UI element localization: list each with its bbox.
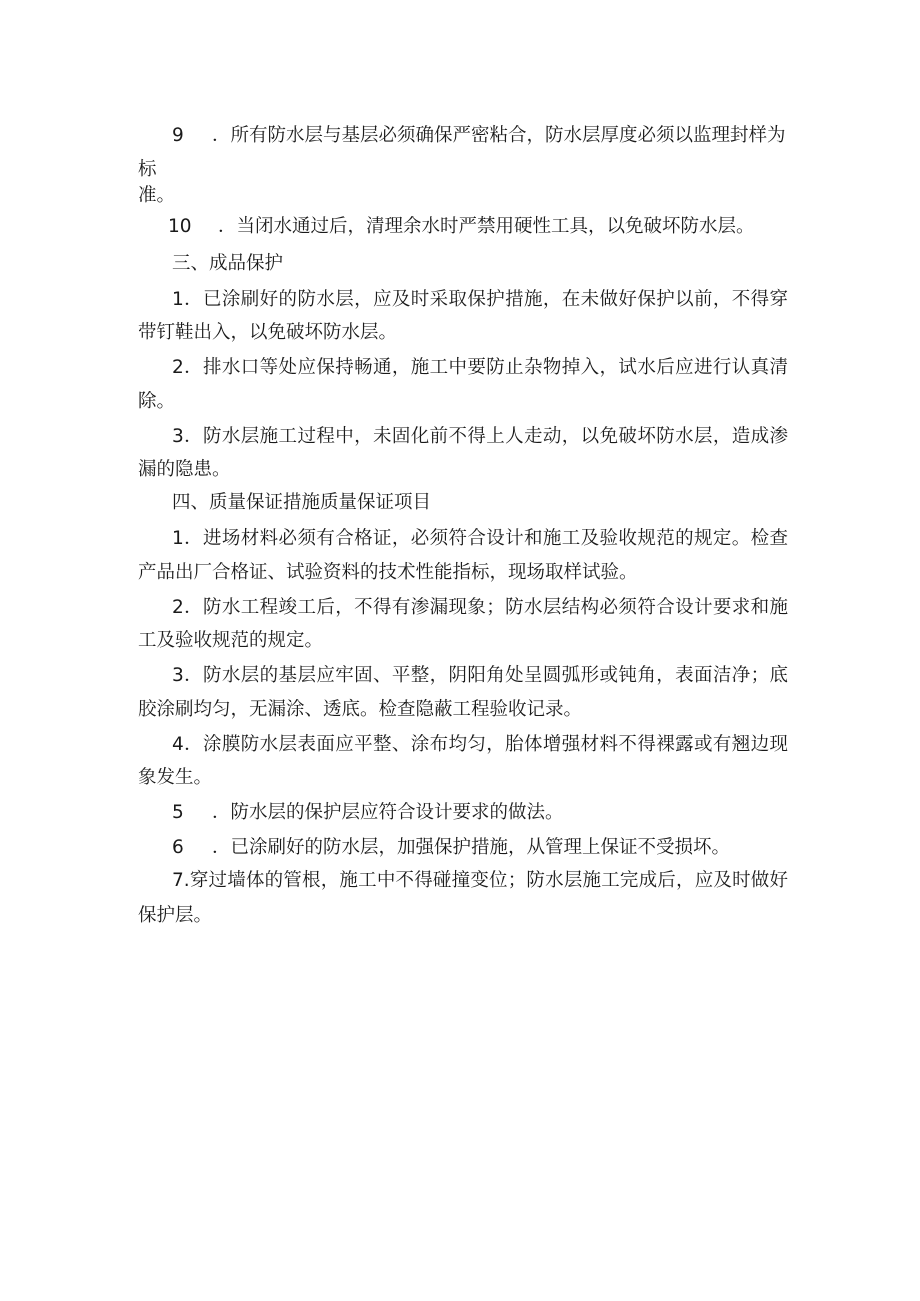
quality-item-6: [172, 835, 788, 861]
protection-item-2-line-1: 2．排水口等处应保持畅通，施工中要防止杂物掉入，试水后应进行认真清: [172, 357, 788, 378]
item-number: 5: [172, 802, 184, 823]
quality-item-1-line-1: 1．进场材料必须有合格证，必须符合设计和施工及验收规范的规定。检查: [172, 528, 788, 549]
item-text: ．防水层的保护层应符合设计要求的做法。: [212, 802, 564, 823]
protection-item-1-line-1: 1．已涂刷好的防水层，应及时采取保护措施，在未做好保护以前，不得穿: [172, 289, 788, 310]
quality-item-4-line-1: 4．涂膜防水层表面应平整、涂布均匀，胎体增强材料不得裸露或有翘边现: [172, 734, 788, 755]
quality-item-2-line-1: 2．防水工程竣工后，不得有渗漏现象；防水层结构必须符合设计要求和施: [172, 597, 788, 618]
item-text: ．已涂刷好的防水层，加强保护措施，从管理上保证不受损坏。: [212, 837, 731, 858]
quality-item-5: [172, 800, 788, 826]
quality-item-1-line-2: 产品出厂合格证、试验资料的技术性能指标，现场取样试验。: [138, 562, 638, 583]
item-text: ．所有防水层与基层必须确保严密粘合，防水层厚度必须以监理封样为: [212, 125, 786, 146]
item-9-line-2: 标: [138, 159, 157, 180]
item-number: 9: [172, 125, 184, 146]
section-heading-quality-assurance: 四、质量保证措施质量保证项目: [172, 492, 432, 513]
quality-item-3-line-2: 胶涂刷均匀，无漏涂、透底。检查隐蔽工程验收记录。: [138, 699, 583, 720]
protection-item-1-line-2: 带钉鞋出入，以免破坏防水层。: [138, 322, 398, 343]
quality-item-3-line-1: 3．防水层的基层应牢固、平整，阴阳角处呈圆弧形或钝角，表面洁净；底: [172, 665, 788, 686]
item-number: 10: [168, 216, 192, 237]
item-9-line-1: [172, 123, 788, 149]
section-heading-finished-product-protection: 三、成品保护: [172, 253, 284, 274]
quality-item-7-line-1: 7.穿过墙体的管根，施工中不得碰撞变位；防水层施工完成后，应及时做好: [172, 870, 788, 891]
item-9-line-3: 准。: [138, 185, 176, 206]
protection-item-3-line-1: 3．防水层施工过程中，未固化前不得上人走动，以免破坏防水层，造成渗: [172, 426, 788, 447]
quality-item-7-line-2: 保护层。: [138, 905, 213, 926]
item-10-line-1: [168, 214, 788, 240]
protection-item-2-line-2: 除。: [138, 391, 176, 412]
item-number: 6: [172, 837, 184, 858]
quality-item-2-line-2: 工及验收规范的规定。: [138, 630, 324, 651]
protection-item-3-line-2: 漏的隐患。: [138, 459, 231, 480]
item-text: ．当闭水通过后，清理余水时严禁用硬性工具，以免破坏防水层。: [218, 216, 755, 237]
quality-item-4-line-2: 象发生。: [138, 767, 213, 788]
